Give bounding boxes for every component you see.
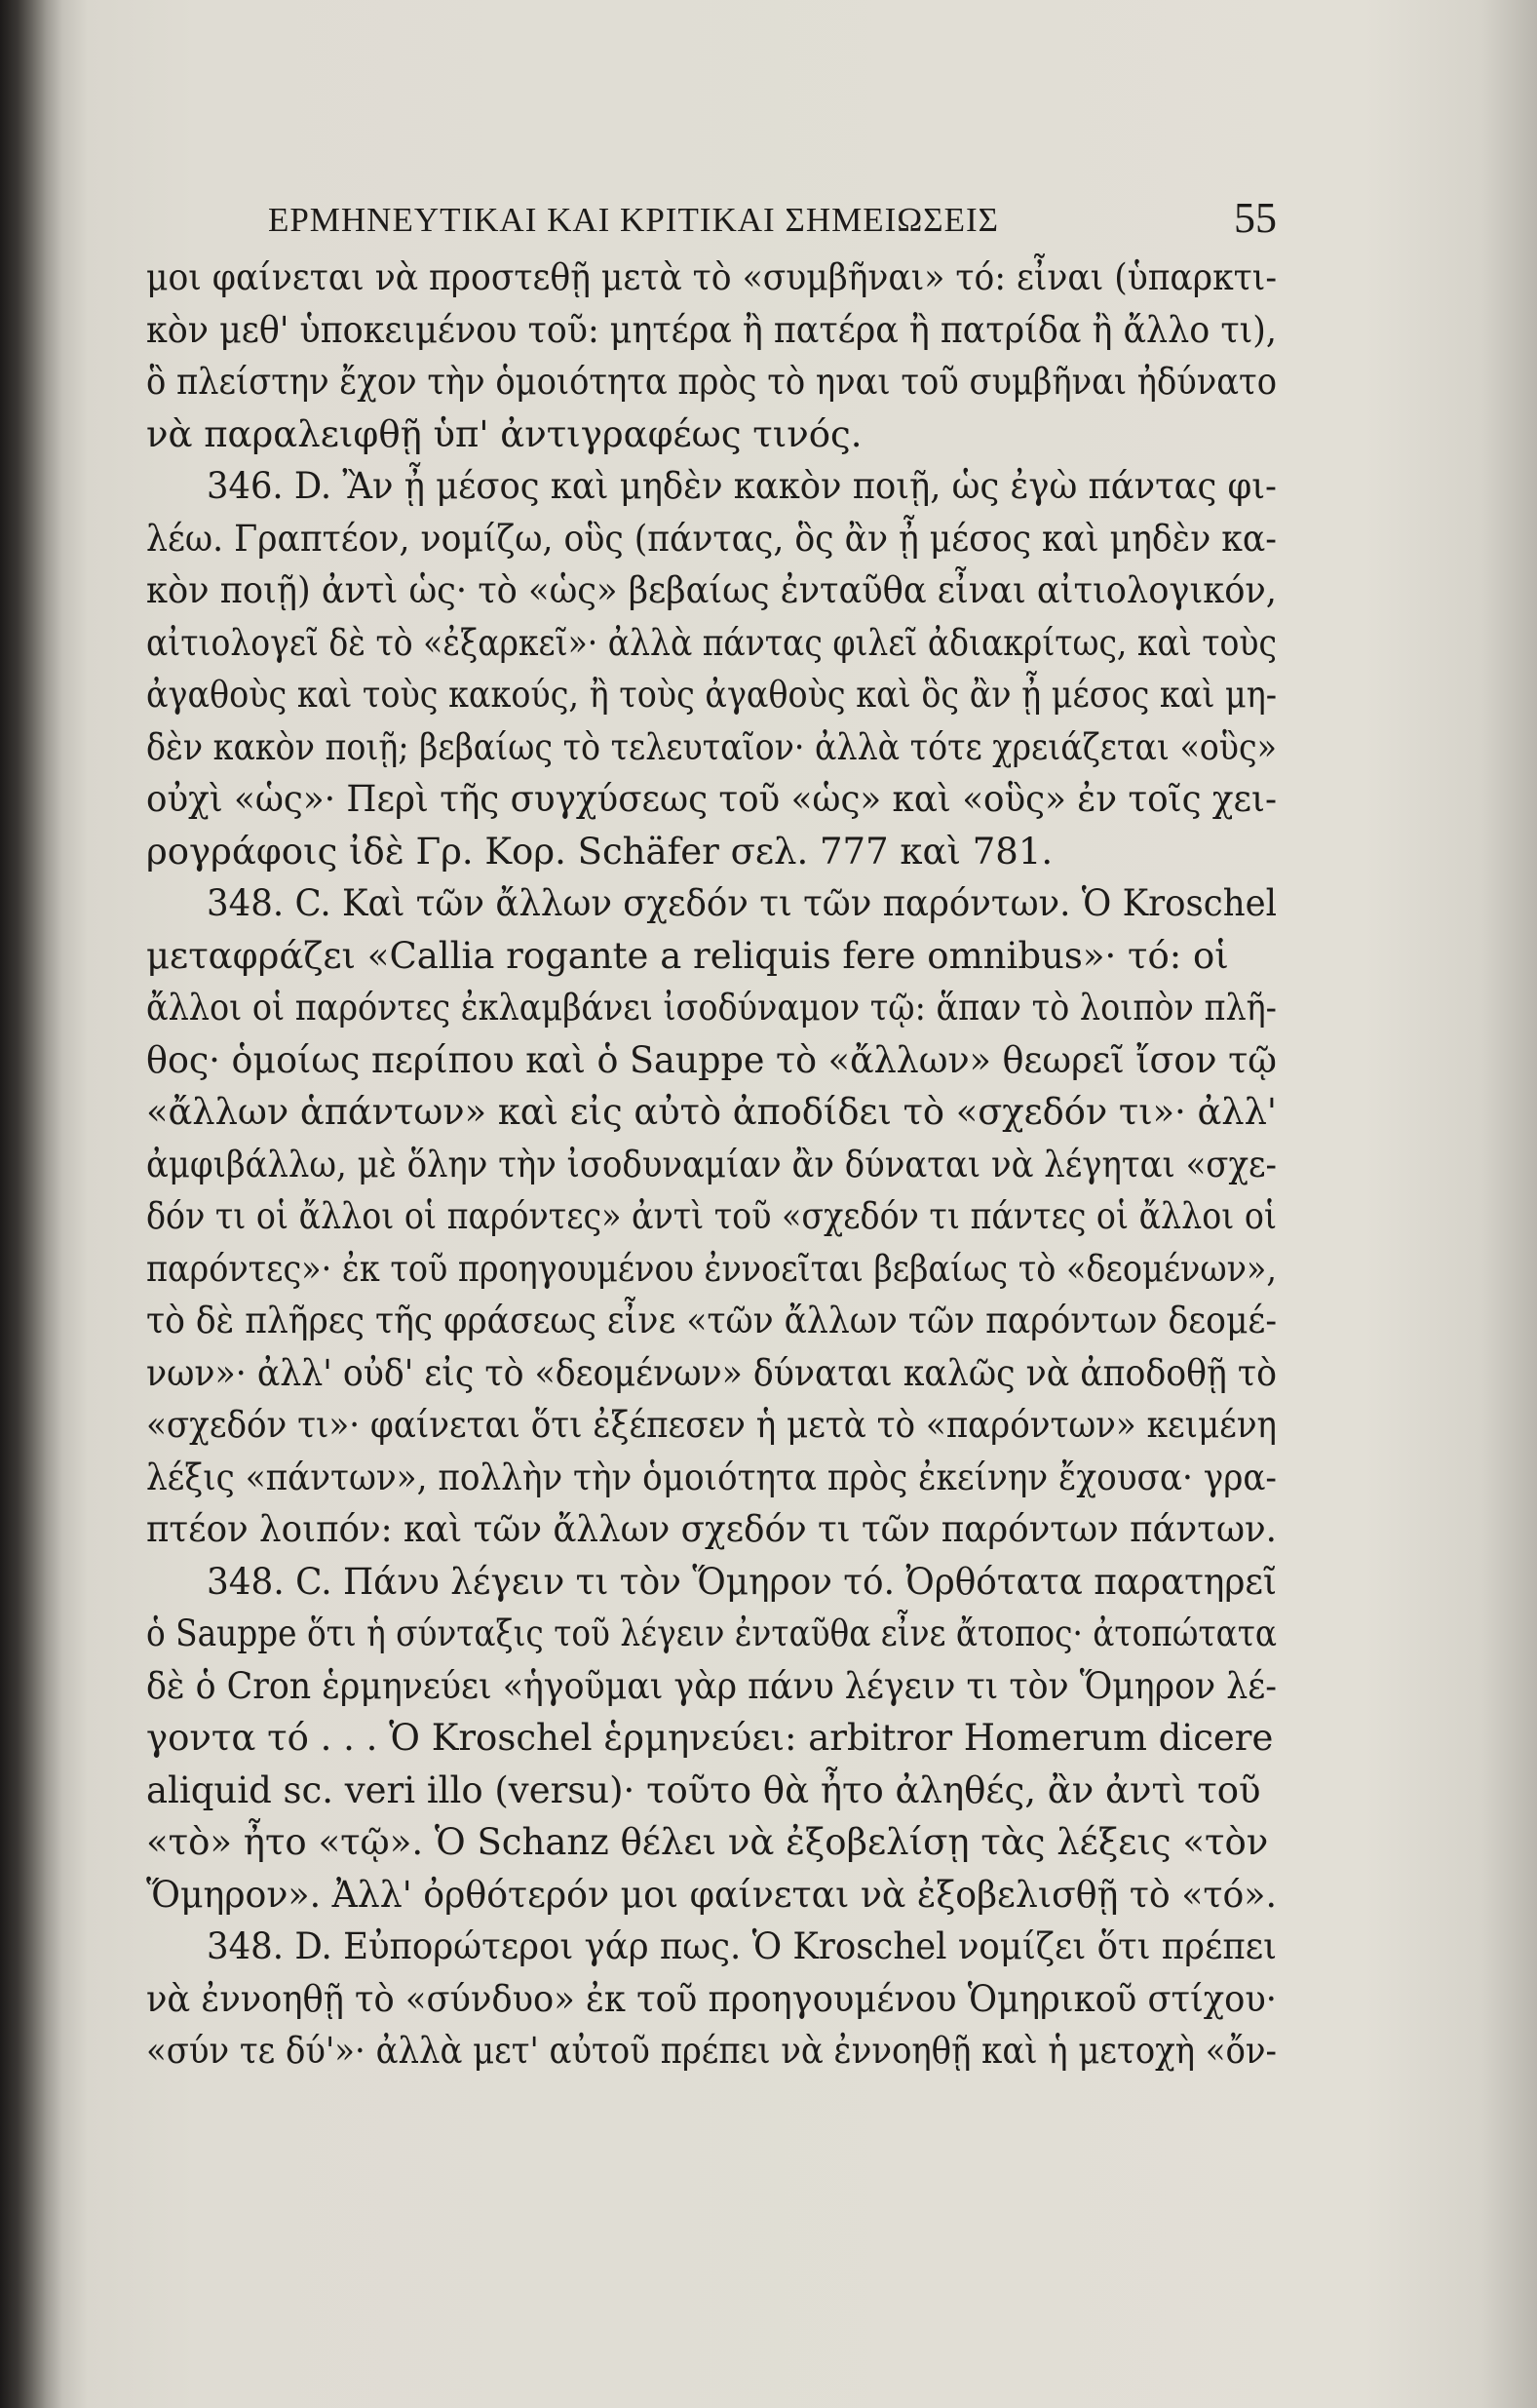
- text-line: λέξις «πάντων», πολλὴν τὴν ὁμοιότητα πρὸς ἐκείνην ἔχουσα· γρα-: [146, 1456, 1277, 1498]
- book-page: [146, 166, 1316, 2291]
- text-line: νὰ ἐννοηθῇ τὸ «σύνδυο» ἐκ τοῦ προηγουμένου Ὁμηρικοῦ στίχου·: [146, 1977, 1277, 2020]
- text-line: κὸν ποιῇ) ἀντὶ ὡς· τὸ «ὡς» βεβαίως ἐνταῦθα εἶναι αἰτιολογικόν,: [146, 569, 1277, 611]
- text-line: δὲ ὁ Cron ἑρμηνεύει «ἡγοῦμαι γὰρ πάνυ λέγειν τι τὸν Ὅμηρον λέ-: [146, 1664, 1277, 1707]
- text-line: aliquid sc. veri illo (versu)· τοῦτο θὰ ἦτο ἀληθές, ἂν ἀντὶ τοῦ: [146, 1768, 1261, 1811]
- text-line: γοντα τό . . . Ὁ Kroschel ἑρμηνεύει: arbitror Homerum dicere: [146, 1717, 1274, 1759]
- text-line: τὸ δὲ πλῆρες τῆς φράσεως εἶνε «τῶν ἄλλων τῶν παρόντων δεομέ-: [146, 1300, 1277, 1341]
- text-line: πτέον λοιπόν: καὶ τῶν ἄλλων σχεδόν τι τῶν παρόντων πάντων.: [146, 1508, 1277, 1550]
- text-line: 346. D. Ἂν ᾖ μέσος καὶ μηδὲν κακὸν ποιῇ, ὡς ἐγὼ πάντας φι-: [207, 465, 1277, 507]
- text-line: 348. D. Εὐπορώτεροι γάρ πως. Ὁ Kroschel νομίζει ὅτι πρέπει: [207, 1925, 1277, 1967]
- text-line: ὁ Sauppe ὅτι ἡ σύνταξις τοῦ λέγειν ἐνταῦθα εἶνε ἄτοπος· ἀτοπώτατα: [146, 1612, 1277, 1654]
- text-line: ἀμφιβάλλω, μὲ ὅλην τὴν ἰσοδυναμίαν ἂν δύναται νὰ λέγηται «σχε-: [146, 1143, 1277, 1185]
- text-line: «τὸ» ἦτο «τῷ». Ὁ Schanz θέλει νὰ ἐξοβελίσῃ τὰς λέξεις «τὸν: [146, 1821, 1269, 1863]
- text-line: θος· ὁμοίως περίπου καὶ ὁ Sauppe τὸ «ἄλλων» θεωρεῖ ἴσον τῷ: [146, 1038, 1277, 1081]
- text-line: δόν τι οἱ ἄλλοι οἱ παρόντες» ἀντὶ τοῦ «σχεδόν τι πάντες οἱ ἄλλοι οἱ: [146, 1195, 1277, 1237]
- running-title: ΕΡΜΗΝΕΥΤΙΚΑΙ ΚΑΙ ΚΡΙΤΙΚΑΙ ΣΗΜΕΙΩΣΕΙΣ: [267, 201, 1000, 239]
- body-text: [146, 252, 1277, 2078]
- text-line: οὐχὶ «ὡς»· Περὶ τῆς συγχύσεως τοῦ «ὡς» καὶ «οὓς» ἐν τοῖς χει-: [146, 778, 1277, 820]
- text-line: «ἄλλων ἁπάντων» καὶ εἰς αὐτὸ ἀποδίδει τὸ «σχεδόν τι»· ἀλλ': [146, 1091, 1277, 1133]
- text-line: μοι φαίνεται νὰ προστεθῇ μετὰ τὸ «συμβῆναι» τό: εἶναι (ὑπαρκτι-: [146, 256, 1277, 298]
- text-line: ὃ πλείστην ἔχον τὴν ὁμοιότητα πρὸς τὸ ηναι τοῦ συμβῆναι ἠδύνατο: [146, 361, 1277, 403]
- text-line: 348. C. Πάνυ λέγειν τι τὸν Ὅμηρον τό. Ὀρθότατα παρατηρεῖ: [207, 1560, 1277, 1603]
- text-line: κὸν μεθ' ὑποκειμένου τοῦ: μητέρα ἢ πατέρα ἢ πατρίδα ἢ ἄλλο τι),: [146, 308, 1277, 351]
- text-line: νων»· ἀλλ' οὐδ' εἰς τὸ «δεομένων» δύναται καλῶς νὰ ἀποδοθῇ τὸ: [146, 1351, 1277, 1394]
- text-line: νὰ παραλειφθῇ ὑπ' ἀντιγραφέως τινός.: [146, 412, 863, 455]
- text-line: παρόντες»· ἐκ τοῦ προηγουμένου ἐννοεῖται βεβαίως τὸ «δεομένων»,: [146, 1247, 1277, 1290]
- text-line: «σύν τε δύ'»· ἀλλὰ μετ' αὐτοῦ πρέπει νὰ ἐννοηθῇ καὶ ἡ μετοχὴ «ὄν-: [146, 2030, 1277, 2072]
- text-line: λέω. Γραπτέον, νομίζω, οὓς (πάντας, ὃς ἂν ᾖ μέσος καὶ μηδὲν κα-: [146, 517, 1277, 560]
- text-line: ρογράφοις ἰδὲ Γρ. Κορ. Schäfer σελ. 777 καὶ 781.: [146, 830, 1054, 873]
- text-line: Ὅμηρον». Ἀλλ' ὀρθότερόν μοι φαίνεται νὰ ἐξοβελισθῇ τὸ «τό».: [146, 1873, 1277, 1916]
- page-number: 55: [1234, 194, 1277, 242]
- text-line: ἀγαθοὺς καὶ τοὺς κακούς, ἢ τοὺς ἀγαθοὺς καὶ ὃς ἂν ᾖ μέσος καὶ μη-: [146, 674, 1277, 716]
- text-line: «σχεδόν τι»· φαίνεται ὅτι ἐξέπεσεν ἡ μετὰ τὸ «παρόντων» κειμένη: [146, 1404, 1277, 1446]
- text-line: ἄλλοι οἱ παρόντες ἐκλαμβάνει ἰσοδύναμον τῷ: ἅπαν τὸ λοιπὸν πλῆ-: [146, 987, 1277, 1029]
- text-line: δὲν κακὸν ποιῇ; βεβαίως τὸ τελευταῖον· ἀλλὰ τότε χρειάζεται «οὓς»: [146, 725, 1277, 768]
- text-line: 348. C. Καὶ τῶν ἄλλων σχεδόν τι τῶν παρόντων. Ὁ Kroschel: [207, 882, 1277, 924]
- running-head: [146, 181, 1277, 240]
- text-line: αἰτιολογεῖ δὲ τὸ «ἐξαρκεῖ»· ἀλλὰ πάντας φιλεῖ ἀδιακρίτως, καὶ τοὺς: [146, 621, 1277, 664]
- text-line: μεταφράζει «Callia rogante a reliquis fere omnibus»· τό: οἱ: [146, 934, 1229, 977]
